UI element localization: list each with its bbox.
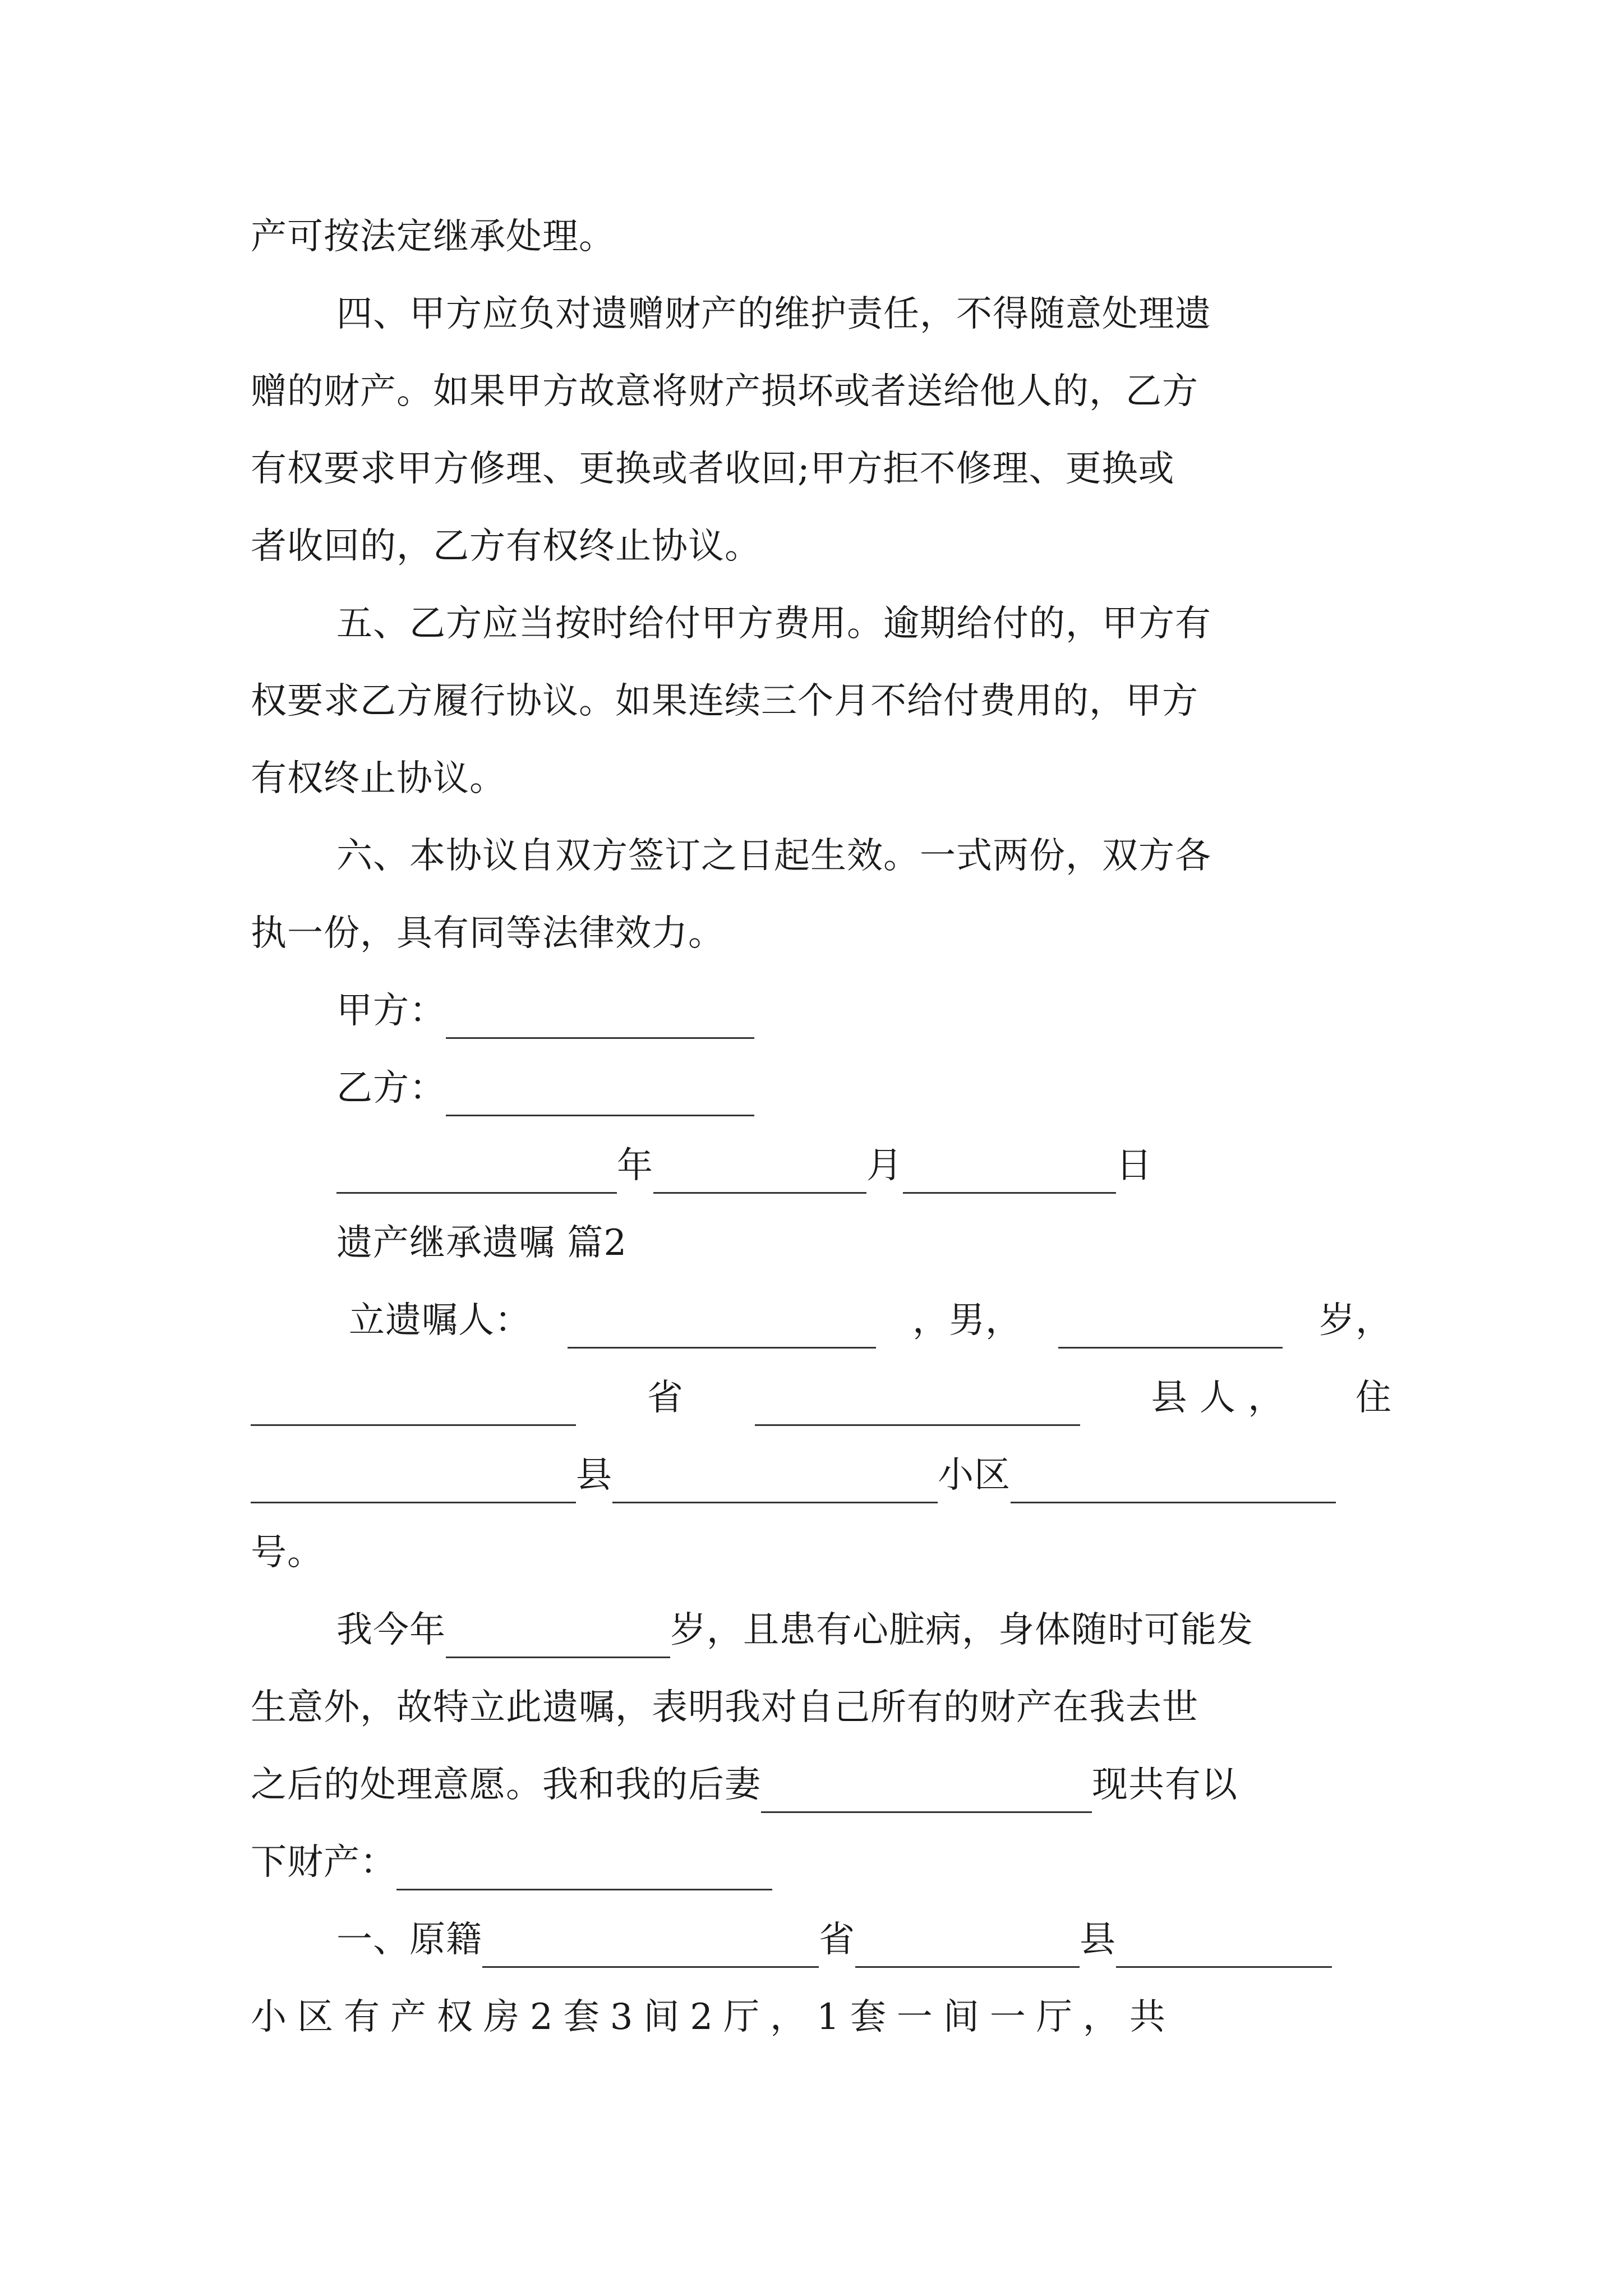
testator-line — [349, 1292, 1392, 1349]
party-b-blank[interactable] — [446, 1081, 754, 1116]
item1-text: 省 — [819, 1919, 855, 1961]
text-line: 小区有产权房2套3间2厅，1套一间一厅，共 — [251, 1996, 1176, 2038]
spouse-blank[interactable] — [761, 1778, 1092, 1813]
address-county-label: 县 — [576, 1455, 612, 1496]
para2-line4 — [251, 1834, 1392, 1890]
party-b-label: 乙方： — [336, 1068, 446, 1109]
text-line: 五、乙方应当按时给付甲方费用。逾期给付的，甲方有 — [336, 603, 1211, 645]
address-line — [251, 1447, 1392, 1503]
month-blank[interactable] — [653, 1158, 866, 1194]
section-heading: 遗产继承遗嘱 篇2 — [336, 1222, 628, 1264]
day-blank[interactable] — [903, 1158, 1116, 1194]
date-line — [336, 1138, 1392, 1194]
community-label: 小区 — [938, 1455, 1011, 1496]
origin-province-blank[interactable] — [482, 1932, 819, 1968]
text-line: 执一份，具有同等法律效力。 — [251, 913, 725, 954]
item1-text: 县 — [1080, 1919, 1116, 1961]
origin-community-blank[interactable] — [1116, 1932, 1332, 1968]
age-suffix: 岁， — [1319, 1300, 1392, 1341]
para2-text: 下财产： — [251, 1842, 396, 1883]
text-line: 者收回的，乙方有权终止协议。 — [251, 526, 761, 567]
party-a-blank[interactable] — [446, 1004, 754, 1039]
party-a-label: 甲方： — [336, 990, 446, 1032]
province-blank[interactable] — [251, 1391, 576, 1426]
text-line: 号。 — [251, 1532, 324, 1573]
text-line: 有权终止协议。 — [251, 758, 506, 799]
year-label: 年 — [617, 1145, 653, 1186]
number-blank[interactable] — [1011, 1468, 1336, 1503]
community-blank[interactable] — [612, 1468, 938, 1503]
text-line: 产可按法定继承处理。 — [251, 216, 615, 257]
testator-label: 立遗嘱人： — [349, 1300, 531, 1341]
para2-text: 我今年 — [336, 1609, 446, 1651]
text-line: 生意外，故特立此遗嘱，表明我对自己所有的财产在我去世 — [251, 1687, 1198, 1728]
para2-text: 岁，且患有心脏病，身体随时可能发 — [670, 1609, 1253, 1651]
para2-line1 — [336, 1602, 1392, 1658]
month-label: 月 — [866, 1145, 903, 1186]
origin-line — [251, 1370, 1392, 1426]
text-line: 四、甲方应负对遗赠财产的维护责任，不得随意处理遗 — [336, 293, 1211, 335]
para2-line3 — [251, 1757, 1392, 1813]
origin-county-blank[interactable] — [855, 1932, 1080, 1968]
text-line: 六、本协议自双方签订之日起生效。一式两份，双方各 — [336, 835, 1211, 877]
county-blank[interactable] — [755, 1391, 1080, 1426]
address-county-blank[interactable] — [251, 1468, 576, 1503]
year-blank[interactable] — [336, 1158, 617, 1194]
party-a-line — [336, 983, 1392, 1039]
property-blank[interactable] — [396, 1855, 772, 1890]
text-line: 有权要求甲方修理、更换或者收回;甲方拒不修理、更换或 — [251, 448, 1175, 490]
day-label: 日 — [1116, 1145, 1152, 1186]
party-b-line — [336, 1060, 1392, 1116]
para2-text: 之后的处理意愿。我和我的后妻 — [251, 1764, 761, 1806]
text-line: 权要求乙方履行协议。如果连续三个月不给付费用的，甲方 — [251, 680, 1198, 722]
age-blank[interactable] — [1058, 1313, 1283, 1349]
county-people-text: 县 人 ， — [1151, 1377, 1285, 1419]
live-label: 住 — [1355, 1377, 1392, 1419]
current-age-blank[interactable] — [446, 1623, 670, 1658]
province-label: 省 — [647, 1377, 684, 1419]
item1-line1 — [336, 1912, 1392, 1968]
text-line: 赠的财产。如果甲方故意将财产损坏或者送给他人的，乙方 — [251, 371, 1198, 412]
male-text: ，男， — [912, 1300, 1022, 1341]
testator-name-blank[interactable] — [568, 1313, 876, 1349]
para2-text: 现共有以 — [1092, 1764, 1238, 1806]
item1-text: 一、原籍 — [336, 1919, 482, 1961]
